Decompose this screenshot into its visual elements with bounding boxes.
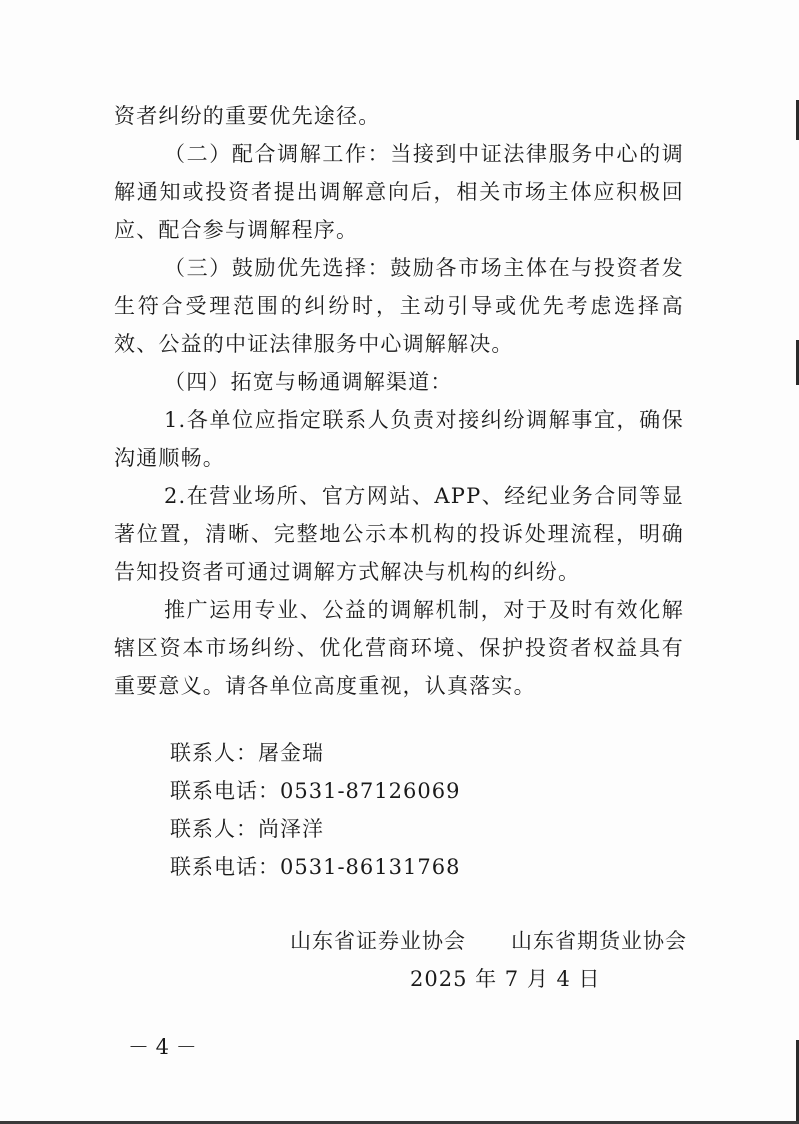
signature-org-securities: 山东省证券业协会 [290,929,466,953]
contact-phone-2: 联系电话：0531-86131768 [170,855,461,879]
page-number: － 4 － [128,1035,197,1059]
paragraph-cooperate-mediation: （二）配合调解工作：当接到中证法律服务中心的调解通知或投资者提出调解意向后，相关市场主体应积极回应、配合参与调解程序。 [114,142,684,242]
contact-person-2: 联系人：尚泽洋 [170,817,324,841]
contact-phone-1: 联系电话：0531-87126069 [170,779,461,803]
paragraph-continuation: 资者纠纷的重要优先途径。 [114,104,381,128]
contact-person-1: 联系人：屠金瑞 [170,741,324,765]
signature-org-futures: 山东省期货业协会 [511,929,687,953]
paragraph-conclusion: 推广运用专业、公益的调解机制，对于及时有效化解辖区资本市场纠纷、优化营商环境、保护投资者权益具有重要意义。请各单位高度重视，认真落实。 [114,598,684,698]
paragraph-item-1: 1.各单位应指定联系人负责对接纠纷调解事宜，确保沟通顺畅。 [114,408,684,470]
paragraph-item-2: 2.在营业场所、官方网站、APP、经纪业务合同等显著位置，清晰、完整地公示本机构的投诉处理流程，明确告知投资者可通过调解方式解决与机构的纠纷。 [114,484,684,584]
paragraph-encourage-priority: （三）鼓励优先选择：鼓励各市场主体在与投资者发生符合受理范围的纠纷时，主动引导或优先考虑选择高效、公益的中证法律服务中心调解解决。 [114,256,684,356]
signature-date: 2025 年 7 月 4 日 [410,967,601,991]
paragraph-broaden-channels-heading: （四）拓宽与畅通调解渠道： [164,370,453,394]
